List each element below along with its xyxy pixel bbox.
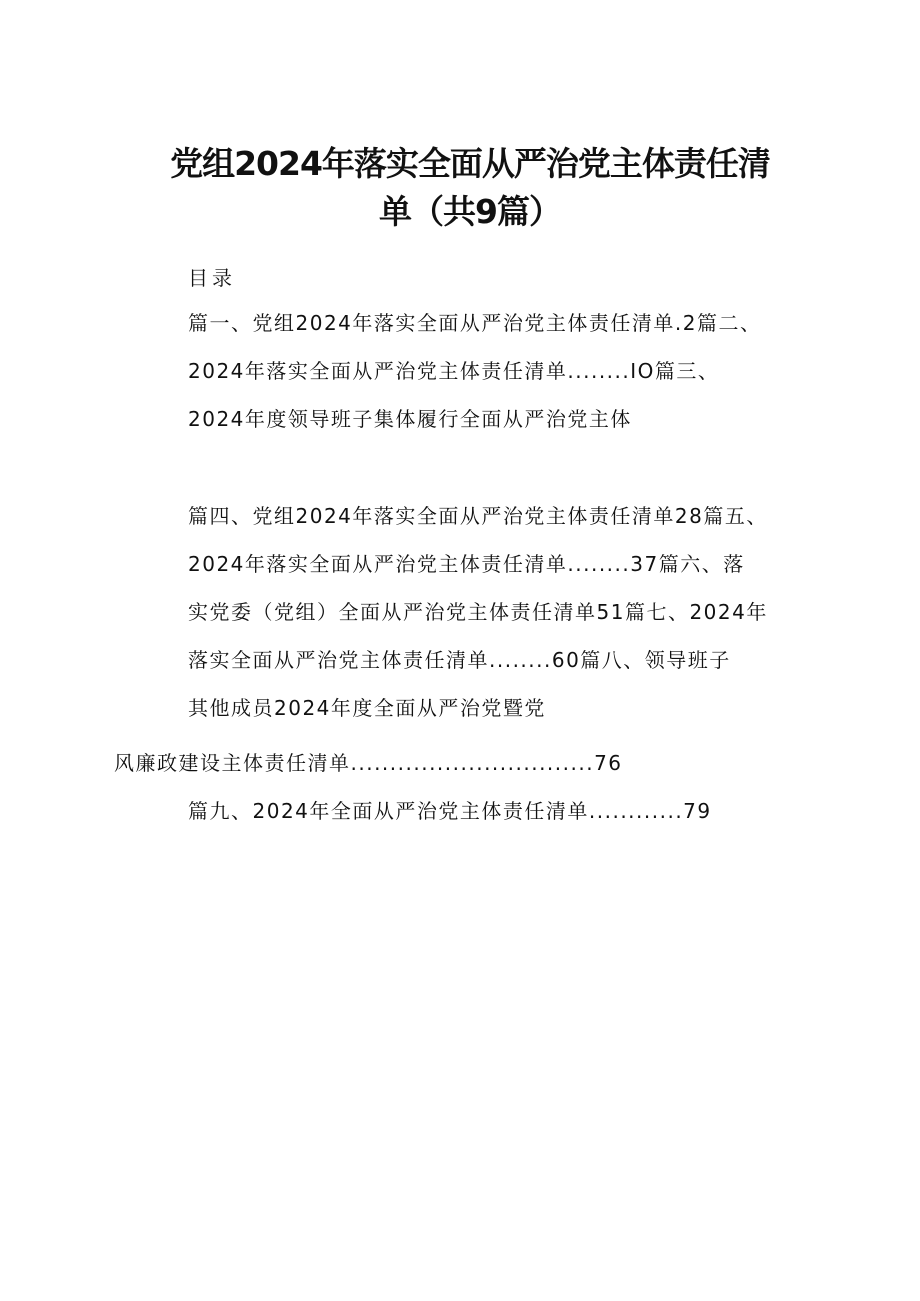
- toc-line: 2024年度领导班子集体履行全面从严治党主体: [188, 407, 632, 431]
- toc-line: 风廉政建设主体责任清单...............................76: [114, 751, 623, 775]
- toc-line: 2024年落实全面从严治党主体责任清单........37篇六、落: [188, 552, 745, 576]
- toc-line: 其他成员2024年度全面从严治党暨党: [188, 696, 546, 720]
- toc-line: 2024年落实全面从严治党主体责任清单........IO篇三、: [188, 359, 720, 383]
- document-title-line-2: 单（共9篇）: [379, 192, 561, 231]
- document-title-line-1: 党组2024年落实全面从严治党主体责任清: [170, 144, 770, 183]
- toc-line: 实党委（党组）全面从严治党主体责任清单51篇七、2024年: [188, 600, 768, 624]
- toc-line: 篇四、党组2024年落实全面从严治党主体责任清单28篇五、: [188, 504, 768, 528]
- toc-line: 篇一、党组2024年落实全面从严治党主体责任清单.2篇二、: [188, 311, 762, 335]
- toc-line: 落实全面从严治党主体责任清单........60篇八、领导班子: [188, 648, 731, 672]
- toc-heading: 目录: [188, 266, 236, 290]
- toc-line: 篇九、2024年全面从严治党主体责任清单............79: [188, 799, 712, 823]
